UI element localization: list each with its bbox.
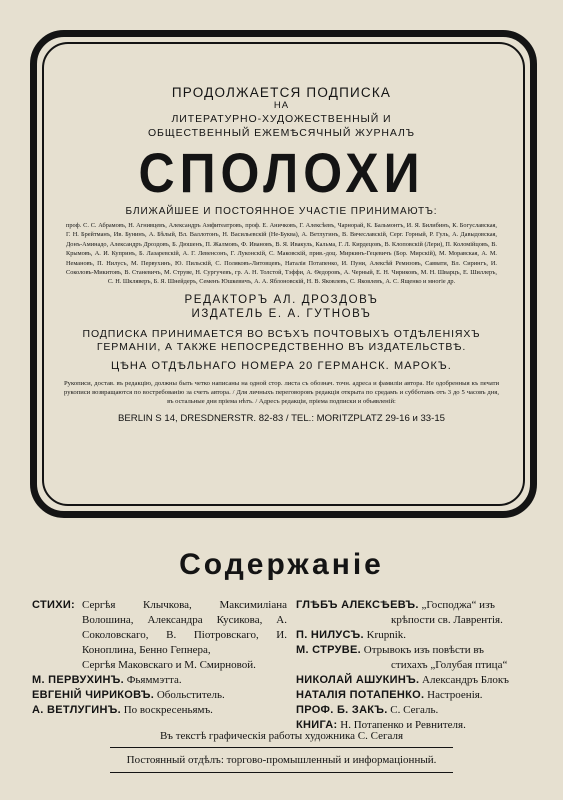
toc-work: Настроенія. xyxy=(427,689,483,701)
toc-item-struve xyxy=(296,643,543,658)
toc-item-vetlugin xyxy=(32,703,287,718)
toc-work: Н. Потапенко и Ревнителя. xyxy=(340,719,466,731)
toc-author: НИКОЛАЙ АШУКИНЪ. xyxy=(296,674,420,686)
toc-poems-authors-end: Сергѣя Маковскаго и М. Смирновой. xyxy=(82,659,256,671)
toc-poems-authors: Сергѣя Клычкова, Максимиліана Волошина, Александра Кусикова, А. Соколовскаго, В. Піотровскаго, И. Коноплина, Бенно Гепнера, xyxy=(82,599,287,656)
na-line: НА xyxy=(273,100,290,111)
toc-work: Krupnik. xyxy=(366,629,407,641)
divider xyxy=(110,747,453,748)
editorial-address: BERLIN S 14, DRESDNERSTR. 82-83 / TEL.: MORITZPLATZ 29-16 и 33-15 xyxy=(117,412,446,424)
subscription-info-2: ГЕРМАНІИ, А ТАКЖЕ НЕПОСРЕДСТВЕННО ВЪ ИЗДАТЕЛЬСТВѢ. xyxy=(96,340,467,353)
permanent-sections-note: Постоянный отдѣлъ: торгово-промышленный и информаціонный. xyxy=(126,754,437,766)
journal-title: СПОЛОХИ xyxy=(138,141,425,205)
toc-work: По воскресеньямъ. xyxy=(123,704,213,716)
toc-author: М. СТРУВЕ. xyxy=(296,644,362,656)
contributors-list: проф. С. С. Абрамовъ, Н. Агнивцевъ, Александръ Амфитеатровъ, проф. Е. Аничковъ, Г. Алексѣевъ, Чарнорай, К. Бальмонтъ, И. Я. Билибинъ, К. Богуславская, Г. Н. Брейтманъ, Ив. Бунинъ, А. Бѣлый, Вл. Валлотонъ, Н. Васильевскій (Не-Буква), А. Ветлугинъ, В. Вячеславскій, Серг. Горный, Р. Гуль, А. Давыдовская, Донъ-Аминадо, Александръ Дроздовъ, Б. Дюшенъ, П. Жалмовъ, Ф. Ивановъ, В. Я. Ивакуль, Кальма, Г. Л. Кирдецовъ, В. Клоповскій (Лери), П. Коломійцовъ, В. Крымовъ, А. И. Купринъ, Б. Лазаревскій, А. Г. Левенсонъ, Г. Луконскій, С. Маковскій, прив.-доц. Миркинъ-Гецевичъ (Бор. Мирскій), М. Моравская, А. М. Немановъ, П. Нилусъ, М. Первухинъ, Ю. Пильскій, С. Поляковъ-Литовцевъ, Наталія Потапенко, И. Пуни, Алексѣй Ремизовъ, Саввати, Вл. Сирингъ, И. Соколовъ-Микитовъ, В. Станевичъ, М. Струве, Н. Сургучевъ, гр. А. Н. Толстой, Тэффи, А. Ѳедоровъ, А. Черный, Е. Н. Чириковъ, М. Н. Шварцъ, Е. Шиллеръ, С. Н. Шкляверъ, Б. Я. Шнейдеръ, Семенъ Юшкевичъ, А. А. Яблоновскій, Н. В. Яковлевъ, С. Яковлевъ, А. С. Ященко и многіе др. xyxy=(66,222,497,286)
divider xyxy=(110,772,453,773)
toc-item-nilus xyxy=(296,628,543,643)
participation-heading: БЛИЖАЙШЕЕ И ПОСТОЯННОЕ УЧАСТІЕ ПРИНИМАЮТЪ: xyxy=(125,206,438,217)
publisher-line: ИЗДАТЕЛЬ Е. А. ГУТНОВЪ xyxy=(191,307,372,320)
toc-work-continued: стихахъ „Голубая птица“ xyxy=(391,659,508,671)
manuscript-rules: Рукописи, достав. въ редакцію, должны быть четко написаны на одной стор. листа съ обознач. точн. адреса и фамиліи автора. Не одобренныя къ печати рукописи возвращаются по востребованію за счетъ автора. / Для личныхъ переговоровъ редакція открыта по средамъ и субботамъ отъ 3 до 5 часовъ дня, въ остальные дни пріема нѣтъ. / Адресъ редакціи, пріема подписки и объявленій: xyxy=(64,379,499,405)
toc-author: М. ПЕРВУХИНЪ. xyxy=(32,674,124,686)
toc-author: ЕВГЕНІЙ ЧИРИКОВЪ. xyxy=(32,689,155,701)
toc-item-potapenko xyxy=(296,688,543,703)
toc-work: Александръ Блокъ xyxy=(422,674,509,686)
toc-author: ПРОФ. Б. ЗАКЪ. xyxy=(296,704,388,716)
toc-author: А. ВЕТЛУГИНЪ. xyxy=(32,704,121,716)
subscription-info-1: ПОДПИСКА ПРИНИМАЕТСЯ ВО ВСѢХЪ ПОЧТОВЫХЪ ОТДѢЛЕНІЯХЪ xyxy=(82,327,481,340)
toc-work: Отрывокъ изъ повѣсти въ xyxy=(363,644,484,656)
toc-author: НАТАЛІЯ ПОТАПЕНКО. xyxy=(296,689,425,701)
toc-work: Обольститель. xyxy=(156,689,225,701)
journal-type-line-2: ОБЩЕСТВЕННЫЙ ЕЖЕМѢСЯЧНЫЙ ЖУРНАЛЪ xyxy=(147,127,416,139)
toc-work: „Господжа“ изъ xyxy=(421,599,495,611)
toc-item-ashukin xyxy=(296,673,543,688)
toc-item-zak xyxy=(296,703,543,718)
toc-author: ГЛѢБЪ АЛЕКСѢЕВЪ. xyxy=(296,599,419,611)
toc-author: П. НИЛУСЪ. xyxy=(296,629,364,641)
contents-left-column xyxy=(32,598,287,718)
toc-item-alekseev xyxy=(296,598,543,613)
illustrations-note: Въ текстѣ графическія работы художника С. Сегаля xyxy=(159,730,404,742)
subscription-heading: ПРОДОЛЖАЕТСЯ ПОДПИСКА xyxy=(171,85,392,100)
toc-poems-label: СТИХИ: xyxy=(32,599,76,611)
toc-author: КНИГА: xyxy=(296,719,338,731)
issue-price: ЦѢНА ОТДѢЛЬНАГО НОМЕРА 20 ГЕРМАНСК. МАРОКЪ. xyxy=(111,359,452,372)
toc-work: Фьяммэтта. xyxy=(126,674,182,686)
contents-right-column xyxy=(296,598,543,733)
journal-type-line-1: ЛИТЕРАТУРНО-ХУДОЖЕСТВЕННЫЙ И xyxy=(171,113,392,125)
toc-item-pervukhin xyxy=(32,673,287,688)
subscription-advertisement xyxy=(64,86,499,425)
toc-work-continued: крѣпости св. Лаврентія. xyxy=(391,614,503,626)
toc-item-chirikov xyxy=(32,688,287,703)
toc-work: С. Сегаль. xyxy=(390,704,439,716)
editor-line: РЕДАКТОРЪ АЛ. ДРОЗДОВЪ xyxy=(184,293,379,306)
contents-title: Содержаніе xyxy=(179,548,384,581)
toc-item-poems xyxy=(32,598,287,658)
